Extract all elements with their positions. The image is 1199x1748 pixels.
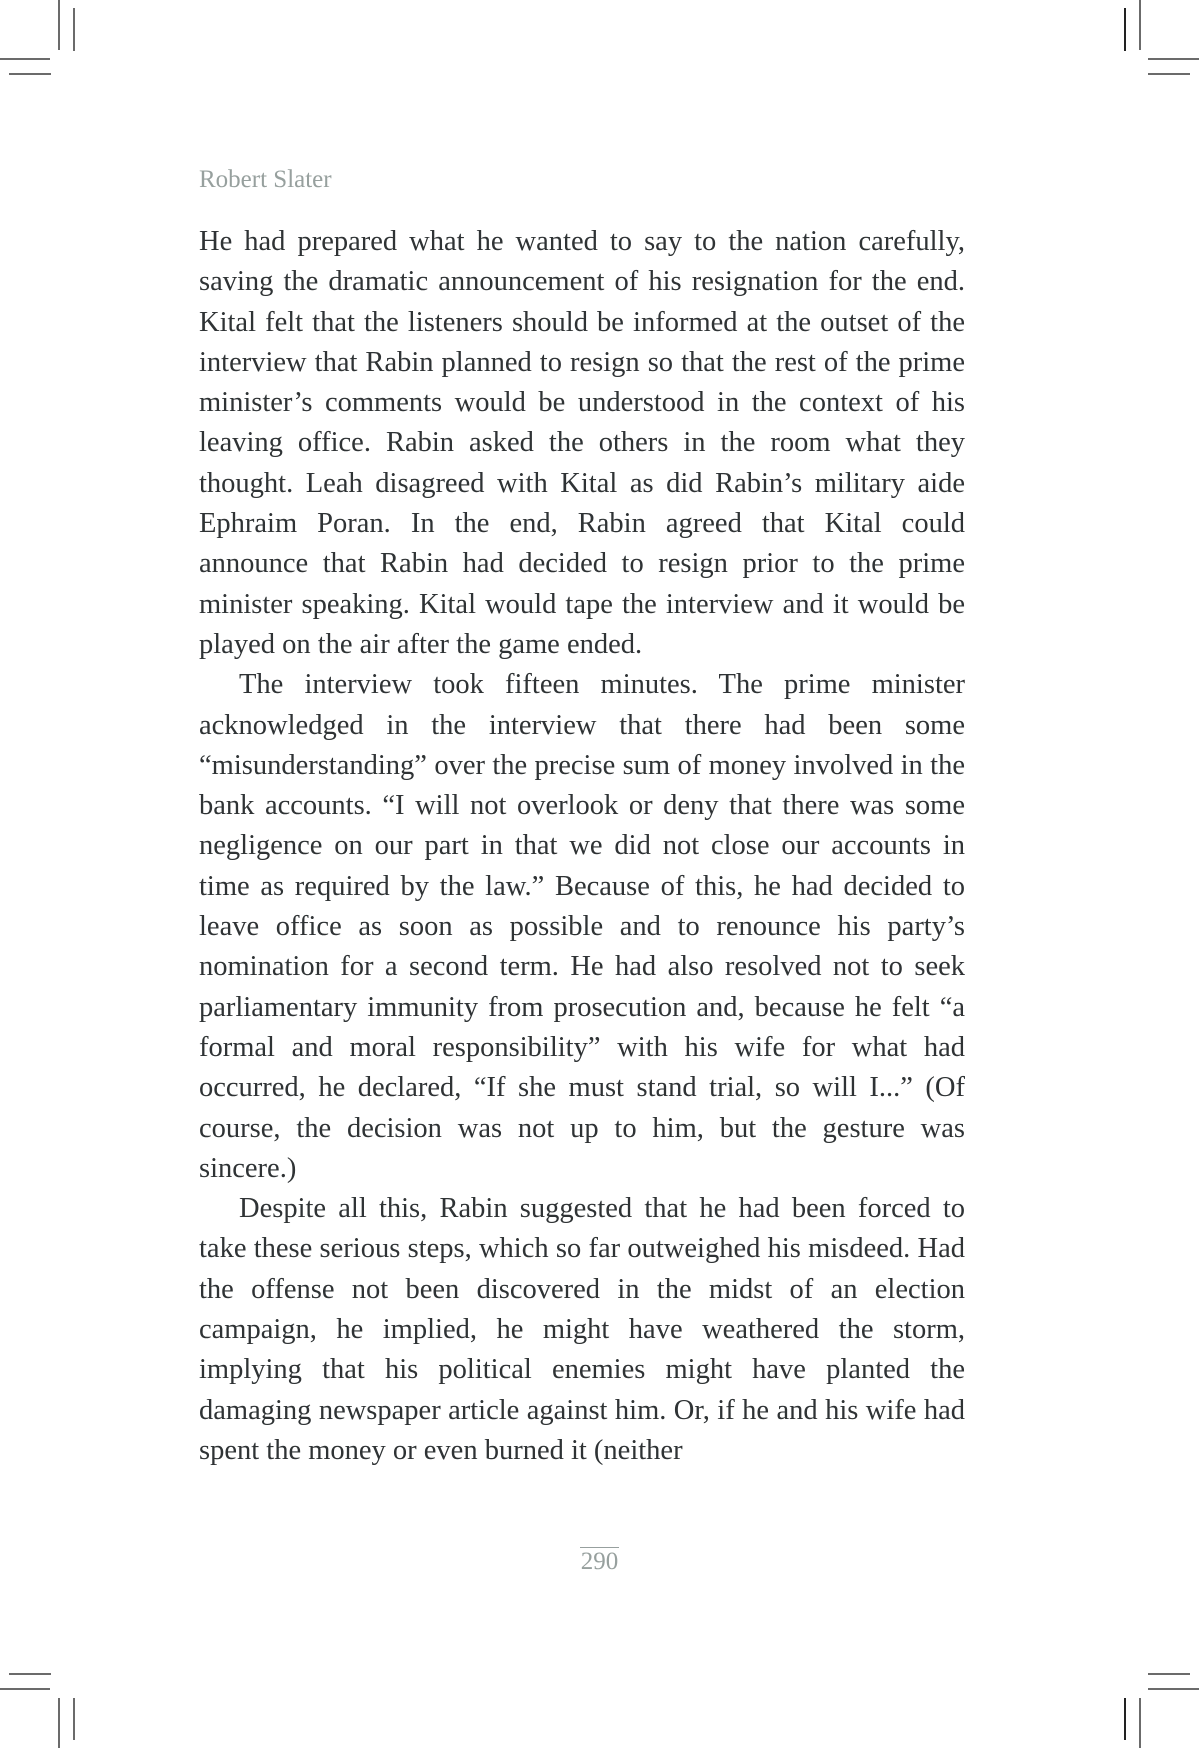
crop-mark-bottom-right-h1 (1148, 1673, 1190, 1675)
crop-mark-bottom-right-v2 (1139, 1698, 1141, 1748)
crop-mark-bottom-left-v2 (73, 1698, 75, 1740)
crop-mark-top-left-h2 (9, 73, 51, 75)
crop-mark-top-right-h2 (1148, 73, 1190, 75)
running-head-author: Robert Slater (199, 166, 332, 193)
body-text (199, 222, 965, 1471)
crop-mark-top-right-h1 (1148, 58, 1199, 60)
crop-mark-top-right-v2 (1139, 0, 1141, 50)
crop-mark-top-left-h1 (0, 58, 50, 60)
crop-mark-bottom-left-v1 (58, 1698, 60, 1748)
crop-mark-bottom-left-h2 (0, 1688, 50, 1690)
crop-mark-bottom-right-h2 (1148, 1688, 1199, 1690)
crop-mark-top-right-v1 (1124, 8, 1126, 51)
page-number: 290 (580, 1548, 619, 1575)
paragraph: The interview took fifteen minutes. The prime minister acknowledged in the interview that there had been some “misunderstanding” over the precise sum of money involved in the bank accounts. “I will not overlook or deny that there was some negligence on our part in that we did not close our accounts in time as required by the law.” Because of this, he had decided to leave office as soon as possible and to renounce his party’s nomination for a second term. He had also resolved not to seek parliamentary immunity from prosecution and, because he felt “a formal and moral responsibility” with his wife for what had occurred, he declared, “If she must stand trial, so will I...” (Of course, the decision was not up to him, but the gesture was sincere.) (199, 669, 965, 1184)
crop-mark-top-left-v1 (58, 0, 60, 50)
page-number-footer (0, 1548, 1199, 1576)
paragraph: Despite all this, Rabin suggested that he had been forced to take these serious steps, which so far outweighed his misdeed. Had the offense not been discovered in the midst of an election campaign, he implied, he might have weathered the storm, implying that his political enemies might have planted the damaging newspaper article against him. Or, if he and his wife had spent the money or even burned it (neither (199, 1193, 965, 1466)
paragraph: He had prepared what he wanted to say to the nation carefully, saving the dramatic announcement of his resignation for the end. Kital felt that the listeners should be informed at the outset of the interview that Rabin planned to resign so that the rest of the prime minister’s comments would be understood in the context of his leaving office. Rabin asked the others in the room what they thought. Leah disagreed with Kital as did Rabin’s military aide Ephraim Poran. In the end, Rabin agreed that Kital could announce that Rabin had decided to resign prior to the prime minister speaking. Kital would tape the interview and it would be played on the air after the game ended. (199, 226, 965, 660)
crop-mark-top-left-v2 (73, 8, 75, 51)
crop-mark-bottom-left-h1 (9, 1673, 51, 1675)
crop-mark-bottom-right-v1 (1124, 1698, 1126, 1740)
